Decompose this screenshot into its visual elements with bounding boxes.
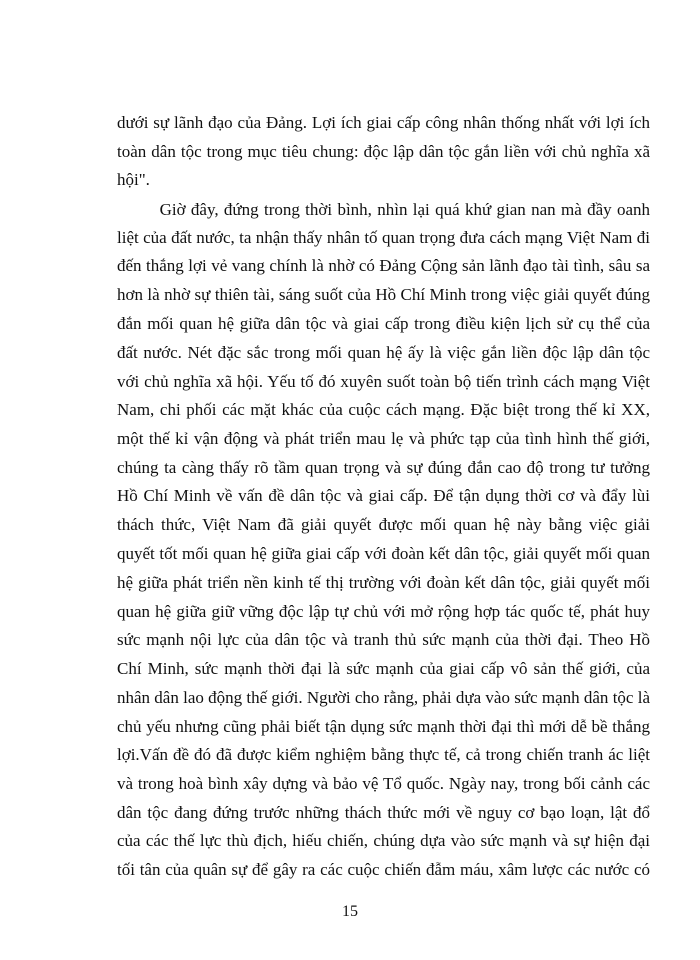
body-line: Hồ Chí Minh về vấn đề dân tộc và giai cấp. Để tận dụng thời cơ và đẩy lùi: [117, 486, 650, 505]
body-line: quyết tốt mối quan hệ giữa giai cấp với đoàn kết dân tộc, giải quyết mối quan: [117, 544, 650, 563]
body-line: chúng ta càng thấy rõ tầm quan trọng và sự đúng đắn cao độ trong tư tưởng: [117, 458, 650, 477]
body-line: dân tộc đang đứng trước những thách thức mới về nguy cơ bạo loạn, lật đổ: [117, 803, 650, 822]
body-line: Nam, chi phối các mặt khác của cuộc cách mạng. Đặc biệt trong thế kỉ XX,: [117, 400, 650, 419]
body-line: sức mạnh nội lực của dân tộc và tranh thủ sức mạnh của thời đại. Theo Hồ: [117, 630, 650, 649]
body-line: dưới sự lãnh đạo của Đảng. Lợi ích giai cấp công nhân thống nhất với lợi ích: [117, 113, 650, 132]
body-line: với chủ nghĩa xã hội. Yếu tố đó xuyên suốt toàn bộ tiến trình cách mạng Việt: [117, 372, 650, 391]
body-line: và trong hoà bình xây dựng và bảo vệ Tổ quốc. Ngày nay, trong bối cảnh các: [117, 774, 650, 793]
body-line: lợi.Vấn đề đó đã được kiểm nghiệm bằng thực tế, cả trong chiến tranh ác liệt: [117, 745, 650, 764]
body-line: thách thức, Việt Nam đã giải quyết được mối quan hệ này bằng việc giải: [117, 515, 650, 534]
body-line: hơn là nhờ sự thiên tài, sáng suốt của Hồ Chí Minh trong việc giải quyết đúng: [117, 285, 650, 304]
body-line: chủ yếu nhưng cũng phải biết tận dụng sức mạnh thời đại thì mới dễ bề thắng: [117, 717, 650, 736]
body-line: nhân dân lao động thế giới. Người cho rằng, phải dựa vào sức mạnh dân tộc là: [117, 688, 650, 707]
body-line: hệ giữa phát triển nền kinh tế thị trường với đoàn kết dân tộc, giải quyết mối: [117, 573, 650, 592]
body-line: đất nước. Nét đặc sắc trong mối quan hệ ấy là việc gắn liền độc lập dân tộc: [117, 343, 650, 362]
body-line: quan hệ giữa giữ vững độc lập tự chủ với mở rộng hợp tác quốc tế, phát huy: [117, 602, 650, 621]
body-line: liệt của đất nước, ta nhận thấy nhân tố quan trọng đưa cách mạng Việt Nam đi: [117, 228, 650, 247]
body-line: đắn mối quan hệ giữa dân tộc và giai cấp trong điều kiện lịch sử cụ thể của: [117, 314, 650, 333]
body-line: tối tân của quân sự để gây ra các cuộc chiến đẫm máu, xâm lược các nước có: [117, 860, 650, 879]
body-line: Chí Minh, sức mạnh thời đại là sức mạnh của giai cấp vô sản thế giới, của: [117, 659, 650, 678]
body-line: toàn dân tộc trong mục tiêu chung: độc lập dân tộc gắn liền với chủ nghĩa xã: [117, 142, 650, 161]
paragraph-first-line: Giờ đây, đứng trong thời bình, nhìn lại quá khứ gian nan mà đầy oanh: [117, 200, 650, 219]
page-number: 15: [342, 903, 358, 920]
body-line: hội".: [117, 170, 150, 189]
body-line: một thế kỉ vận động và phát triển mau lẹ và phức tạp của tình hình thế giới,: [117, 429, 650, 448]
body-line: của các thế lực thù địch, hiếu chiến, chúng dựa vào sức mạnh và sự hiện đại: [117, 831, 650, 850]
body-line: đến thắng lợi vẻ vang chính là nhờ có Đảng Cộng sản lãnh đạo tài tình, sâu sa: [117, 256, 650, 275]
